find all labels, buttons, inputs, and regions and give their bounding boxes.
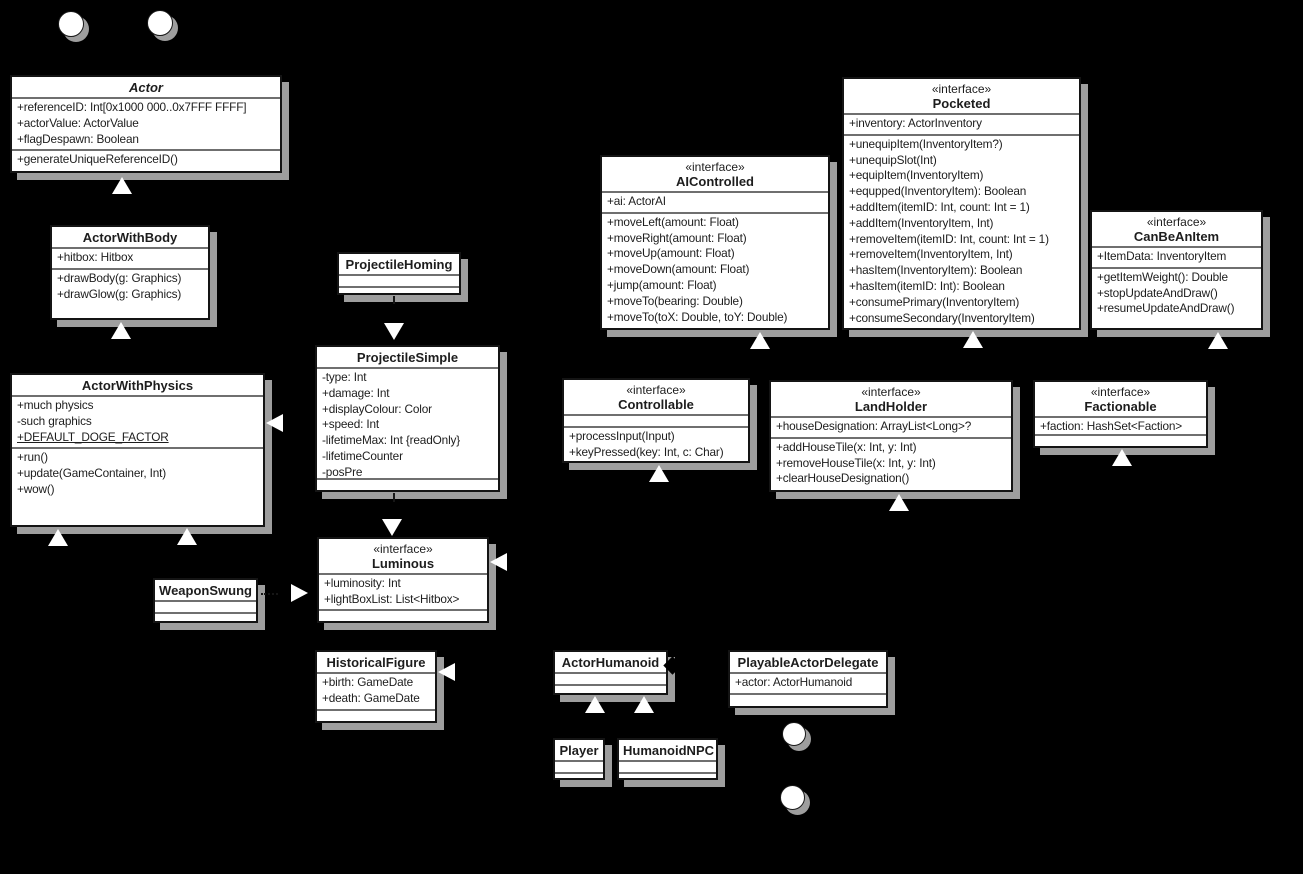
attribute-row: +ai: ActorAI	[607, 194, 666, 208]
class-playableactordelegate[interactable]	[728, 650, 888, 708]
method-row: +addItem(InventoryItem, Int)	[849, 215, 994, 230]
attribute-row: +houseDesignation: ArrayList<Long>?	[776, 419, 972, 433]
class-methods-compartment	[1035, 434, 1206, 446]
inheritance-triangle-icon	[649, 465, 669, 482]
class-methods-compartment	[317, 709, 435, 721]
class-methods-compartment	[1092, 267, 1261, 328]
method-row: +addItem(itemID: Int, count: Int = 1)	[849, 199, 1030, 214]
inheritance-triangle-icon	[266, 414, 283, 432]
interface-lollipop-top-left-1[interactable]	[58, 11, 84, 37]
method-row: +processInput(Input)	[569, 429, 675, 443]
class-title	[317, 652, 435, 672]
class-attributes-compartment	[619, 760, 716, 772]
class-attributes-compartment	[1092, 246, 1261, 267]
stereotype-label: «interface»	[373, 542, 433, 556]
attribute-row: +luminosity: Int	[324, 576, 401, 590]
attribute-row: +death: GameDate	[322, 690, 420, 705]
interface-lollipop-top-left-2[interactable]	[147, 10, 173, 36]
class-canbeanitem[interactable]	[1090, 210, 1263, 330]
connector-projectilesimple-luminous	[393, 493, 395, 502]
attribute-row: +referenceID: Int[0x1000 000..0x7FFF FFFF]	[17, 100, 247, 114]
class-attributes-compartment	[319, 573, 487, 609]
inheritance-triangle-icon	[291, 584, 308, 602]
inheritance-triangle-icon	[963, 331, 983, 348]
method-row: +equipItem(InventoryItem)	[849, 168, 984, 183]
class-attributes-compartment	[52, 247, 208, 268]
class-title	[319, 539, 487, 573]
class-pocketed[interactable]	[842, 77, 1081, 330]
class-attributes-compartment	[771, 416, 1011, 437]
class-name: Actor	[129, 80, 163, 95]
interface-lollipop-bottom-1[interactable]	[782, 722, 806, 746]
class-name: Player	[559, 743, 599, 758]
class-title	[12, 375, 263, 395]
class-name: HistoricalFigure	[326, 655, 426, 670]
method-row: +clearHouseDesignation()	[776, 471, 910, 486]
class-methods-compartment	[844, 134, 1079, 328]
class-methods-compartment	[52, 268, 208, 318]
class-title	[1035, 382, 1206, 416]
class-title	[1092, 212, 1261, 246]
attribute-row: +actor: ActorHumanoid	[735, 675, 853, 689]
class-methods-compartment	[317, 478, 498, 490]
method-row: +hasItem(itemID: Int): Boolean	[849, 278, 1005, 293]
class-name: ProjectileHoming	[345, 257, 453, 272]
method-row: +removeHouseTile(x: Int, y: Int)	[776, 455, 936, 470]
class-projectilesimple[interactable]	[315, 345, 500, 492]
inheritance-triangle-icon	[48, 529, 68, 546]
class-methods-compartment	[564, 426, 748, 461]
class-title	[12, 77, 280, 97]
method-row: +moveUp(amount: Float)	[607, 246, 735, 261]
class-humanoidnpc[interactable]	[617, 738, 718, 780]
method-row: +unequipItem(InventoryItem?)	[849, 136, 1003, 151]
stereotype-label: «interface»	[931, 82, 992, 96]
class-name: ProjectileSimple	[356, 350, 459, 365]
method-row: +run()	[17, 450, 48, 465]
class-title	[555, 740, 603, 760]
class-methods-compartment	[339, 286, 459, 295]
method-row: +drawBody(g: Graphics)	[57, 270, 182, 285]
class-attributes-compartment	[555, 760, 603, 772]
inheritance-triangle-icon	[112, 177, 132, 194]
class-title	[602, 157, 828, 191]
inheritance-triangle-icon	[490, 553, 507, 571]
class-attributes-compartment	[555, 672, 666, 684]
class-name: Luminous	[371, 556, 435, 571]
connector-projectilehoming-simple	[393, 296, 395, 304]
inheritance-triangle-icon	[111, 322, 131, 339]
stereotype-label: «interface»	[1146, 215, 1207, 229]
method-row: +drawGlow(g: Graphics)	[57, 286, 182, 301]
class-title	[730, 652, 886, 672]
class-factionable[interactable]	[1033, 380, 1208, 448]
inheritance-triangle-icon	[384, 323, 404, 340]
class-methods-compartment	[771, 437, 1011, 490]
method-row: +moveTo(bearing: Double)	[607, 293, 743, 308]
connector-weaponswung-dotted	[261, 593, 278, 595]
method-row: +generateUniqueReferenceID()	[17, 152, 178, 167]
attribute-row: +ItemData: InventoryItem	[1097, 249, 1227, 263]
class-name: Controllable	[618, 397, 694, 412]
class-title	[771, 382, 1011, 416]
class-methods-compartment	[619, 772, 716, 780]
class-name: ActorWithPhysics	[81, 378, 194, 393]
class-attributes-compartment	[339, 274, 459, 286]
class-actor[interactable]	[10, 75, 282, 173]
stereotype-label: «interface»	[685, 160, 745, 174]
method-row: +update(GameContainer, Int)	[17, 466, 167, 481]
class-name: HumanoidNPC	[623, 743, 714, 758]
class-title	[52, 227, 208, 247]
class-attributes-compartment	[155, 600, 256, 612]
interface-lollipop-bottom-2[interactable]	[780, 785, 805, 810]
method-row: +jump(amount: Float)	[607, 277, 717, 292]
method-row: +moveRight(amount: Float)	[607, 230, 747, 245]
class-title	[844, 79, 1079, 113]
method-row: +moveTo(toX: Double, toY: Double)	[607, 309, 788, 324]
class-attributes-compartment	[730, 672, 886, 693]
class-actorwithphysics[interactable]	[10, 373, 265, 527]
inheritance-triangle-icon	[1208, 332, 1228, 349]
method-row: +consumeSecondary(InventoryItem)	[849, 310, 1035, 325]
class-methods-compartment	[12, 447, 263, 525]
attribute-row: +faction: HashSet<Faction>	[1040, 419, 1183, 433]
method-row: +stopUpdateAndDraw()	[1097, 285, 1218, 300]
stereotype-label: «interface»	[626, 383, 686, 397]
class-methods-compartment	[602, 212, 828, 328]
inheritance-triangle-icon	[382, 519, 402, 536]
class-player[interactable]	[553, 738, 605, 780]
class-title	[555, 652, 666, 672]
class-actorhumanoid[interactable]	[553, 650, 668, 695]
inheritance-triangle-icon	[1112, 449, 1132, 466]
class-name: ActorWithBody	[82, 230, 178, 245]
class-name: AIControlled	[676, 174, 754, 189]
class-methods-compartment	[555, 684, 666, 695]
class-projectilehoming[interactable]	[337, 252, 461, 295]
method-row: +getItemWeight(): Double	[1097, 269, 1228, 284]
method-row: +removeItem(InventoryItem, Int)	[849, 247, 1013, 262]
class-methods-compartment	[730, 693, 886, 706]
class-historicalfigure[interactable]	[315, 650, 437, 723]
attribute-row: +DEFAULT_DOGE_FACTOR	[17, 429, 169, 444]
class-attributes-compartment	[317, 672, 435, 709]
attribute-row: -such graphics	[17, 413, 92, 428]
class-weaponswung[interactable]	[153, 578, 258, 623]
attribute-row: -posPre	[322, 464, 363, 479]
attribute-row: +displayColour: Color	[322, 401, 432, 416]
method-row: +removeItem(itemID: Int, count: Int = 1)	[849, 231, 1049, 246]
method-row: +resumeUpdateAndDraw()	[1097, 301, 1235, 316]
inheritance-triangle-icon	[177, 528, 197, 545]
class-name: CanBeAnItem	[1133, 229, 1220, 244]
class-methods-compartment	[12, 149, 280, 171]
attribute-row: +inventory: ActorInventory	[849, 116, 982, 130]
class-methods-compartment	[319, 609, 487, 621]
attribute-row: +flagDespawn: Boolean	[17, 131, 139, 146]
class-title	[317, 347, 498, 367]
inheritance-triangle-icon	[889, 494, 909, 511]
class-attributes-compartment	[1035, 416, 1206, 434]
class-name: ActorHumanoid	[561, 655, 660, 670]
attribute-row: +hitbox: Hitbox	[57, 250, 134, 264]
class-luminous[interactable]	[317, 537, 489, 623]
inheritance-triangle-icon	[438, 663, 455, 681]
class-title	[155, 580, 256, 600]
class-name: Factionable	[1084, 399, 1157, 414]
stereotype-label: «interface»	[861, 385, 921, 399]
class-title	[339, 254, 459, 274]
inheritance-triangle-icon	[634, 696, 654, 713]
attribute-row: -type: Int	[322, 370, 367, 384]
class-name: WeaponSwung	[159, 583, 252, 598]
method-row: +unequipSlot(Int)	[849, 152, 937, 167]
class-name: PlayableActorDelegate	[737, 655, 879, 670]
class-controllable[interactable]	[562, 378, 750, 463]
attribute-row: +lightBoxList: List<Hitbox>	[324, 591, 460, 606]
stereotype-label: «interface»	[1090, 385, 1151, 399]
method-row: +moveLeft(amount: Float)	[607, 214, 739, 229]
attribute-row: +damage: Int	[322, 385, 390, 400]
inheritance-triangle-icon	[585, 696, 605, 713]
class-landholder[interactable]	[769, 380, 1013, 492]
method-row: +hasItem(InventoryItem): Boolean	[849, 263, 1023, 278]
class-name: LandHolder	[854, 399, 928, 414]
inheritance-triangle-icon	[750, 332, 770, 349]
attribute-row: -lifetimeCounter	[322, 448, 403, 463]
attribute-row: +birth: GameDate	[322, 675, 414, 689]
class-attributes-compartment	[564, 414, 748, 426]
attribute-row: +actorValue: ActorValue	[17, 115, 139, 130]
class-attributes-compartment	[602, 191, 828, 212]
class-methods-compartment	[155, 612, 256, 623]
method-row: +moveDown(amount: Float)	[607, 262, 750, 277]
method-row: +wow()	[17, 481, 55, 496]
attribute-row: -lifetimeMax: Int {readOnly}	[322, 433, 461, 448]
attribute-row: +speed: Int	[322, 417, 380, 432]
method-row: +consumePrimary(InventoryItem)	[849, 294, 1020, 309]
class-attributes-compartment	[317, 367, 498, 478]
class-title	[619, 740, 716, 760]
class-methods-compartment	[555, 772, 603, 780]
method-row: +equpped(InventoryItem): Boolean	[849, 184, 1027, 199]
method-row: +keyPressed(key: Int, c: Char)	[569, 444, 724, 459]
class-attributes-compartment	[12, 395, 263, 447]
class-attributes-compartment	[12, 97, 280, 149]
class-title	[564, 380, 748, 414]
class-actorwithbody[interactable]	[50, 225, 210, 320]
attribute-row: +much physics	[17, 398, 94, 412]
class-name: Pocketed	[932, 96, 991, 111]
class-aicontrolled[interactable]	[600, 155, 830, 330]
class-attributes-compartment	[844, 113, 1079, 134]
method-row: +addHouseTile(x: Int, y: Int)	[776, 439, 917, 454]
